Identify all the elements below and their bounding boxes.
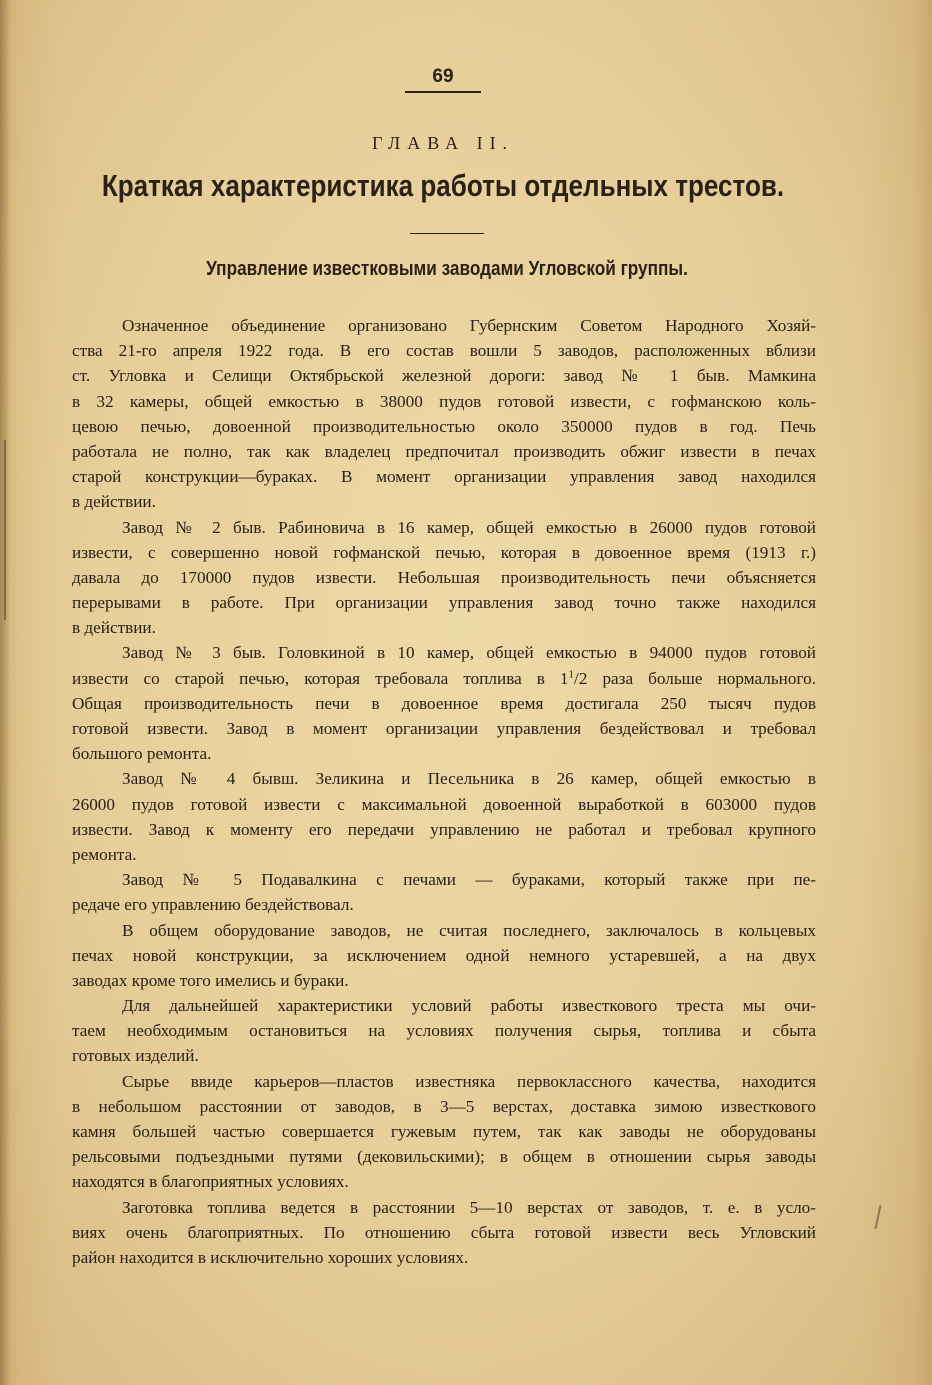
text-line: Завод № 4 бывш. Зеликина и Песельника в 26 камер, общей емкостью в — [122, 769, 816, 789]
text-line: в действии. — [72, 618, 156, 638]
text-line: заводах кроме того имелись и бураки. — [72, 970, 349, 990]
text-line: перерывами в работе. При организации управления завод точно также находился — [72, 593, 816, 613]
paragraph-6 — [72, 918, 816, 994]
text-line: извести. Завод к моменту его передачи управлению не работал и требовал крупного — [72, 819, 816, 839]
text-line: готовых изделий. — [72, 1046, 199, 1066]
page-edge-shadow — [0, 0, 10, 1385]
chapter-label: ГЛАВА II. — [371, 133, 515, 153]
text-line: в 32 камеры, общей емкостью в 38000 пудов готовой извести, с гофманскою коль- — [72, 391, 816, 411]
text-line: Означенное объединение организовано Губернским Советом Народного Хозяй- — [122, 316, 816, 335]
text-line: редаче его управлению бездействовал. — [72, 895, 354, 915]
title-divider — [410, 233, 484, 234]
paragraph-9 — [72, 1195, 816, 1271]
paragraph-7 — [72, 993, 816, 1069]
fraction-numerator: 1 — [568, 667, 575, 680]
text-line: в небольшом расстоянии от заводов, в 3—5 верстах, доставка зимою известкового — [72, 1096, 816, 1116]
text-line: Завод № 2 быв. Рабиновича в 16 камер, общей емкостью в 26000 пудов готовой — [122, 517, 816, 537]
page-number: 69 — [405, 66, 481, 93]
text-line: Общая производительность печи в довоенное время достигала 250 тысяч пудов — [72, 693, 816, 713]
text-fragment: извести со старой печью, которая требовала топлива в 1 — [72, 668, 569, 688]
text-line: Сырье ввиде карьеров—пластов известняка первоклассного качества, находится — [122, 1071, 816, 1091]
fraction-denominator: 2 — [578, 668, 588, 688]
text-line: ства 21-го апреля 1922 года. В его состав вошли 5 заводов, расположенных вблизи — [72, 341, 816, 361]
text-line: Для дальнейшей характеристики условий работы известкового треста мы очи- — [122, 996, 816, 1016]
text-line: работала не полно, так как владелец предпочитал производить обжиг извести в печах — [72, 441, 816, 461]
text-line: Заготовка топлива ведется в расстоянии 5—10 верстах от заводов, т. е. в усло- — [122, 1197, 816, 1217]
text-line: В общем оборудование заводов, не считая последнего, заключалось в кольцевых — [122, 920, 816, 940]
paragraph-2 — [72, 515, 816, 641]
text-line: ст. Угловка и Селищи Октябрьской железной дороги: завод № 1 быв. Мамкина — [72, 366, 816, 386]
chapter-title: Краткая характеристика работы отдельных трестов. — [101, 168, 785, 203]
margin-mark-right — [875, 1205, 882, 1229]
text-line: извести, с совершенно новой гофманской печью, которая в довоенное время (1913 г.) — [72, 542, 816, 562]
paragraph-5 — [72, 867, 816, 917]
text-line: печах новой конструкции, за исключением одной немного устаревшей, а на двух — [72, 945, 816, 965]
margin-mark-left — [4, 440, 6, 620]
paragraph-1 — [72, 313, 816, 515]
text-line: рельсовыми подъездными путями (дековильскими); в общем в отношении сырья заводы — [72, 1147, 816, 1167]
text-line: готовой извести. Завод в момент организации управления бездействовал и требовал — [72, 719, 816, 738]
text-line: давала до 170000 пудов извести. Небольшая производительность печи объясняется — [72, 567, 816, 587]
body-text — [72, 313, 816, 1270]
text-line: виях очень благоприятных. По отношению сбыта готовой извести весь Угловский — [72, 1222, 816, 1242]
text-line: большого ремонта. — [72, 744, 212, 764]
text-line: Завод № 5 Подавалкина с печами — бураками, который также при пе- — [122, 870, 816, 890]
text-line: цевою печью, довоенной производительностью около 350000 пудов в год. Печь — [72, 416, 816, 436]
text-line: старой конструкции—бураках. В момент организации управления завод находился — [72, 467, 816, 487]
paragraph-8 — [72, 1069, 816, 1195]
text-line: камня большей частью совершается гужевым путем, так как заводы не оборудованы — [72, 1122, 816, 1141]
section-title: Управление известковыми заводами Угловской группы. — [206, 258, 688, 280]
paragraph-4 — [72, 766, 816, 867]
paragraph-3 — [72, 640, 816, 766]
text-line: 26000 пудов готовой извести с максимальной довоенной выработкой в 603000 пудов — [72, 794, 816, 814]
text-line: в действии. — [72, 492, 156, 512]
text-line: таем необходимым остановиться на условиях получения сырья, топлива и сбыта — [72, 1021, 816, 1041]
text-line: Завод № 3 быв. Головкиной в 10 камер, общей емкостью в 94000 пудов готовой — [122, 643, 816, 663]
text-fragment: раза больше нормального. — [587, 668, 816, 688]
text-line: район находится в исключительно хороших условиях. — [72, 1247, 469, 1267]
text-line: ремонта. — [72, 844, 137, 864]
text-line-with-fraction: извести со старой печью, которая требовала топлива в $1^1/2$ раза больше нормального. — [72, 667, 816, 688]
text-line: находятся в благоприятных условиях. — [72, 1172, 349, 1192]
